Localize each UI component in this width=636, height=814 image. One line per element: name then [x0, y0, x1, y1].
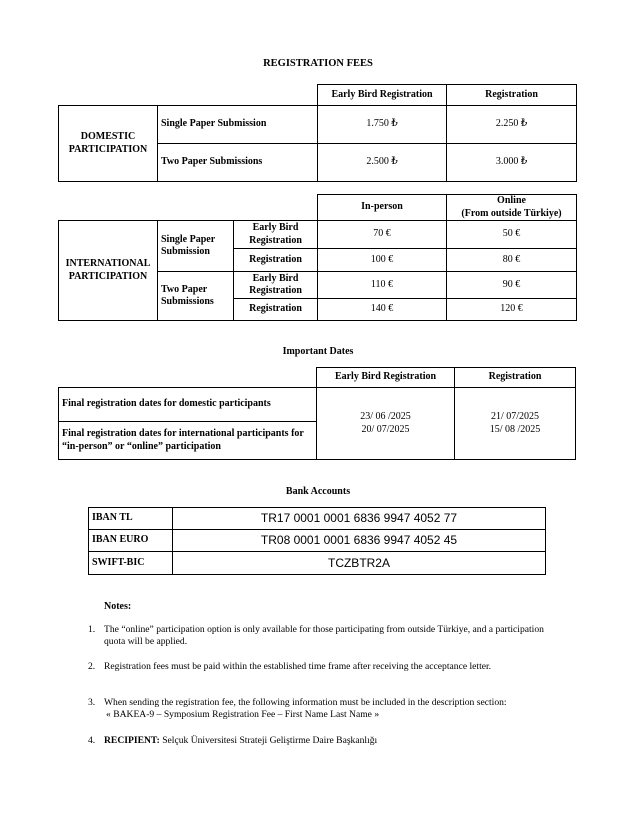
intl-two-reg-label: Registration [233, 298, 318, 321]
note-2-line1: Registration fees must be paid within the established time frame after receiving the acceptance letter. [104, 661, 492, 672]
intl-two-early-line1: Early Bird [252, 272, 299, 284]
intl-two-reg-online: 120 € [446, 298, 577, 321]
domestic-two-registration: 3.000 ₺ [446, 143, 577, 182]
intl-col-online-line1: Online [497, 195, 526, 206]
bank-title: Bank Accounts [285, 486, 351, 497]
intl-two-reg-inperson: 140 € [317, 298, 447, 321]
dates-col-early: Early Bird Registration [316, 367, 455, 388]
note-3-line2: « BAKEA-9 – Symposium Registration Fee – First Name Last Name » [106, 709, 380, 720]
intl-early-line1: Early Bird [252, 222, 299, 233]
intl-two-early-inperson: 110 € [317, 271, 447, 299]
notes-title: Notes: [104, 601, 132, 612]
intl-single-reg-online: 80 € [446, 248, 577, 272]
intl-single-label [157, 220, 234, 272]
recipient-name: Selçuk Üniversitesi Strateji Geliştirme Daire Başkanlığı [159, 735, 378, 746]
note-text [104, 624, 544, 648]
domestic-label-line1: DOMESTIC [80, 131, 136, 142]
bank-value-iban-tl: TR17 0001 0001 6836 9947 4052 77 [172, 507, 546, 530]
domestic-col-registration: Registration [446, 84, 577, 106]
domestic-row-two-label: Two Paper Submissions [157, 143, 318, 182]
dates-row-international [58, 421, 317, 460]
domestic-single-registration: 2.250 ₺ [446, 105, 577, 144]
intl-two-early-online: 90 € [446, 271, 577, 299]
note-number: 2. [88, 661, 96, 672]
intl-single-line2: Submission [161, 246, 210, 257]
note-number: 3. [88, 697, 96, 708]
domestic-label-line2: PARTICIPATION [68, 143, 148, 155]
dates-col-registration: Registration [454, 367, 576, 388]
domestic-col-early: Early Bird Registration [317, 84, 447, 106]
intl-two-early-line2: Registration [249, 285, 302, 296]
dates-registration-values [454, 387, 576, 460]
fees-title: REGISTRATION FEES [263, 58, 373, 69]
bank-value-iban-euro: TR08 0001 0001 6836 9947 4052 45 [172, 529, 546, 552]
reg-date-international: 15/ 08 /2025 [489, 423, 541, 435]
intl-two-label [157, 271, 234, 321]
intl-label-line2: PARTICIPATION [68, 270, 148, 282]
intl-two-early-label [233, 271, 318, 299]
note-text [104, 661, 491, 673]
intl-two-line1: Two Paper [161, 283, 208, 295]
note-text [104, 735, 377, 747]
dates-title: Important Dates [282, 346, 354, 357]
dates-row-domestic: Final registration dates for domestic participants [58, 387, 317, 422]
domestic-two-early: 2.500 ₺ [317, 143, 447, 182]
note-number: 1. [88, 624, 96, 635]
intl-single-reg-label: Registration [233, 248, 318, 272]
note-1-line2: quota will be applied. [104, 636, 188, 647]
dates-intl-line2: “in-person” or “online” participation [62, 440, 221, 452]
recipient-label: RECIPIENT: [104, 735, 160, 746]
intl-single-early-online: 50 € [446, 220, 577, 249]
intl-single-line1: Single Paper [161, 233, 216, 245]
intl-single-early-inperson: 70 € [317, 220, 447, 249]
intl-early-line2: Registration [249, 234, 302, 246]
note-3-line1: When sending the registration fee, the following information must be included in the description section: [104, 697, 507, 708]
bank-label-iban-tl: IBAN TL [88, 507, 173, 530]
bank-label-iban-euro: IBAN EURO [88, 529, 173, 552]
note-1-line1: The “online” participation option is only available for those participating from outside Türkiye, and a participation [104, 624, 544, 635]
intl-participation-label [58, 220, 158, 321]
intl-single-early-label [233, 220, 318, 249]
bank-value-swift: TCZBTR2A [172, 551, 546, 575]
intl-col-inperson: In-person [317, 194, 447, 221]
domestic-participation-label [58, 105, 158, 182]
intl-two-line2: Submissions [161, 296, 214, 307]
reg-date-domestic: 21/ 07/2025 [490, 411, 540, 422]
intl-col-online-line2: (From outside Türkiye) [461, 207, 562, 219]
bank-label-swift: SWIFT-BIC [88, 551, 173, 575]
intl-single-reg-inperson: 100 € [317, 248, 447, 272]
intl-col-online [446, 194, 577, 221]
domestic-row-single-label: Single Paper Submission [157, 105, 318, 144]
note-text [104, 697, 507, 721]
early-date-international: 20/ 07/2025 [361, 423, 410, 435]
note-number: 4. [88, 735, 96, 746]
dates-intl-line1: Final registration dates for international participants for [62, 428, 304, 439]
early-date-domestic: 23/ 06 /2025 [360, 411, 411, 422]
intl-label-line1: INTERNATIONAL [65, 258, 151, 269]
domestic-single-early: 1.750 ₺ [317, 105, 447, 144]
dates-early-values [316, 387, 455, 460]
